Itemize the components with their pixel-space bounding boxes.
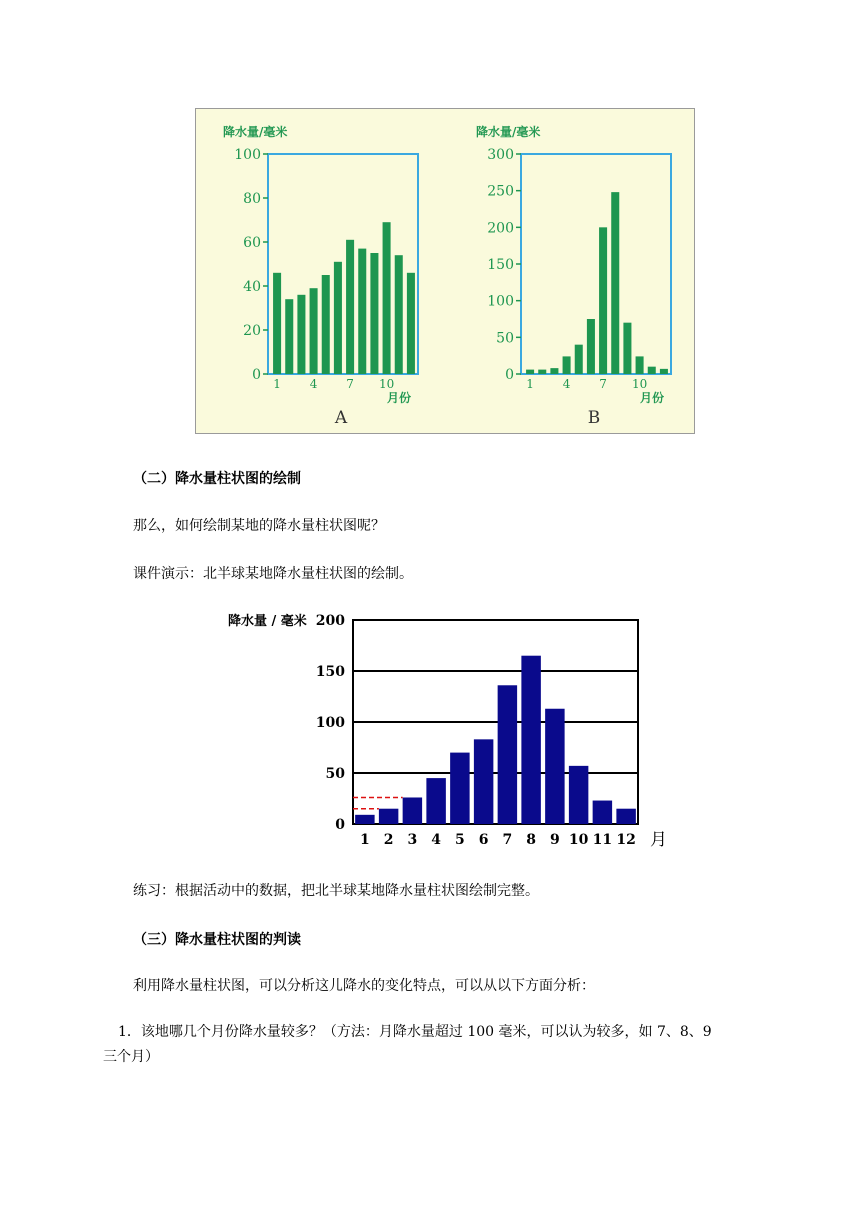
chart-a-bar-1 (273, 273, 281, 374)
chart-c-bar-11 (593, 801, 612, 824)
chart-a-bar-11 (395, 255, 403, 374)
chart-a-bar-4 (310, 288, 318, 374)
chart-a-bar-12 (407, 273, 415, 374)
paragraph-analysis: 利用降水量柱状图，可以分析这儿降水的变化特点，可以从以下方面分析： (133, 978, 595, 994)
chart-a-ylabel: 降水量/毫米 (223, 125, 288, 139)
chart-c-bar-5 (450, 753, 469, 824)
chart-c-ytick-label-4: 200 (315, 613, 345, 629)
chart-c-ylabel: 降水量 / 毫米 (228, 614, 307, 629)
chart-c-xtick-label-8: 9 (550, 832, 560, 848)
paragraph-exercise: 练习：根据活动中的数据，把北半球某地降水量柱状图绘制完整。 (133, 883, 539, 899)
chart-a-xtick-label-3: 10 (378, 377, 395, 391)
chart-a-bar-5 (322, 275, 330, 374)
chart-b-xtick-label-2: 7 (599, 377, 607, 391)
chart-b-ytick-label-1: 50 (496, 330, 514, 347)
chart-a-bar-9 (370, 253, 378, 374)
chart-a-xtick-label-0: 1 (273, 377, 281, 391)
chart-c-xlabel: 月 (650, 830, 667, 850)
chart-b-bar-8 (611, 192, 619, 374)
paragraph-q1-line1: 1．该地哪几个月份降水量较多？（方法：月降水量超过 100 毫米，可以认为较多，如 7、8、9 (118, 1024, 712, 1040)
chart-b-ytick-label-2: 100 (487, 293, 514, 310)
chart-c-bar-9 (545, 709, 564, 824)
chart-a-xtick-label-1: 4 (309, 377, 318, 391)
chart-b-bar-5 (575, 345, 583, 374)
chart-c-xtick-label-9: 10 (568, 832, 589, 848)
chart-b-bar-6 (587, 319, 595, 374)
chart-c-bar-8 (521, 656, 540, 824)
chart-a-ytick-label-1: 20 (243, 323, 261, 339)
chart-a-ytick-label-4: 80 (243, 191, 261, 207)
chart-b-panel-label: B (587, 408, 601, 428)
chart-b-bar-9 (623, 323, 631, 374)
chart-c-bar-2 (379, 809, 398, 824)
chart-a-bar-7 (346, 240, 354, 374)
precipitation-charts-a-b (195, 108, 695, 434)
chart-b-ytick-label-0: 0 (505, 367, 514, 383)
chart-b-bar-3 (550, 368, 558, 374)
chart-a-bar-6 (334, 262, 342, 374)
chart-c-xtick-label-4: 5 (455, 832, 465, 848)
chart-c-xtick-label-1: 2 (383, 832, 394, 848)
chart-b-ytick-label-5: 250 (487, 183, 514, 200)
chart-a-panel-label: A (334, 408, 348, 428)
chart-c-xtick-label-6: 7 (502, 832, 513, 848)
chart-b-bar-12 (660, 369, 668, 374)
chart-c-bar-7 (498, 685, 517, 824)
chart-c-xtick-label-10: 11 (592, 832, 613, 848)
chart-c-bar-3 (403, 797, 422, 824)
chart-b-xtick-label-0: 1 (526, 377, 534, 391)
chart-c-svg (210, 605, 680, 855)
chart-c-xtick-label-11: 12 (616, 832, 636, 848)
chart-a-ytick-label-5: 100 (234, 147, 261, 163)
chart-b-ytick-label-4: 200 (487, 220, 514, 237)
section-heading-2: （二）降水量柱状图的绘制 (133, 471, 301, 487)
chart-c-bar-6 (474, 739, 493, 824)
chart-b-ytick-label-3: 150 (487, 257, 514, 273)
chart-b-xtick-label-3: 10 (631, 377, 648, 391)
chart-a-bar-10 (383, 222, 391, 374)
chart-a-xtick-label-2: 7 (346, 377, 354, 391)
chart-c-bar-1 (355, 815, 374, 824)
section-heading-3: （三）降水量柱状图的判读 (133, 932, 301, 948)
chart-c-ytick-label-0: 0 (335, 817, 345, 833)
chart-a-ytick-label-0: 0 (252, 367, 261, 383)
paragraph-demo: 课件演示：北半球某地降水量柱状图的绘制。 (133, 566, 413, 582)
precipitation-chart-c (210, 605, 680, 855)
chart-b-bar-1 (526, 370, 534, 374)
chart-c-ytick-label-1: 50 (325, 766, 345, 782)
chart-c-xtick-label-5: 6 (478, 832, 489, 848)
chart-b-bar-11 (648, 367, 656, 374)
paragraph-question: 那么，如何绘制某地的降水量柱状图呢？ (133, 518, 385, 534)
chart-a-xlabel: 月份 (386, 391, 411, 405)
chart-c-xtick-label-7: 8 (526, 832, 536, 848)
chart-a-ytick-label-2: 40 (243, 279, 261, 295)
chart-b-ylabel: 降水量/毫米 (476, 125, 541, 139)
chart-b-ytick-label-6: 300 (487, 147, 514, 163)
chart-b-xlabel: 月份 (639, 391, 664, 405)
chart-b-bar-7 (599, 227, 607, 374)
chart-a-ytick-label-3: 60 (243, 235, 261, 251)
chart-c-xtick-label-2: 3 (407, 832, 418, 848)
paragraph-q1-line2: 三个月） (103, 1049, 159, 1065)
chart-b-bar-4 (563, 356, 571, 374)
chart-b-bar-10 (636, 356, 644, 374)
chart-c-bar-4 (426, 778, 445, 824)
chart-c-ytick-label-3: 150 (315, 664, 345, 680)
chart-b-frame (521, 154, 671, 374)
chart-c-bar-12 (616, 809, 635, 824)
charts-a-b-svg (196, 109, 696, 435)
chart-c-xtick-label-3: 4 (431, 832, 441, 848)
chart-c-bar-10 (569, 766, 588, 824)
chart-b-bar-2 (538, 370, 546, 374)
chart-c-xtick-label-0: 1 (360, 832, 370, 848)
chart-a-bar-8 (358, 249, 366, 374)
chart-b-xtick-label-1: 4 (562, 377, 571, 391)
chart-a-bar-2 (285, 299, 293, 374)
chart-a-bar-3 (297, 295, 305, 374)
chart-c-ytick-label-2: 100 (315, 715, 345, 731)
